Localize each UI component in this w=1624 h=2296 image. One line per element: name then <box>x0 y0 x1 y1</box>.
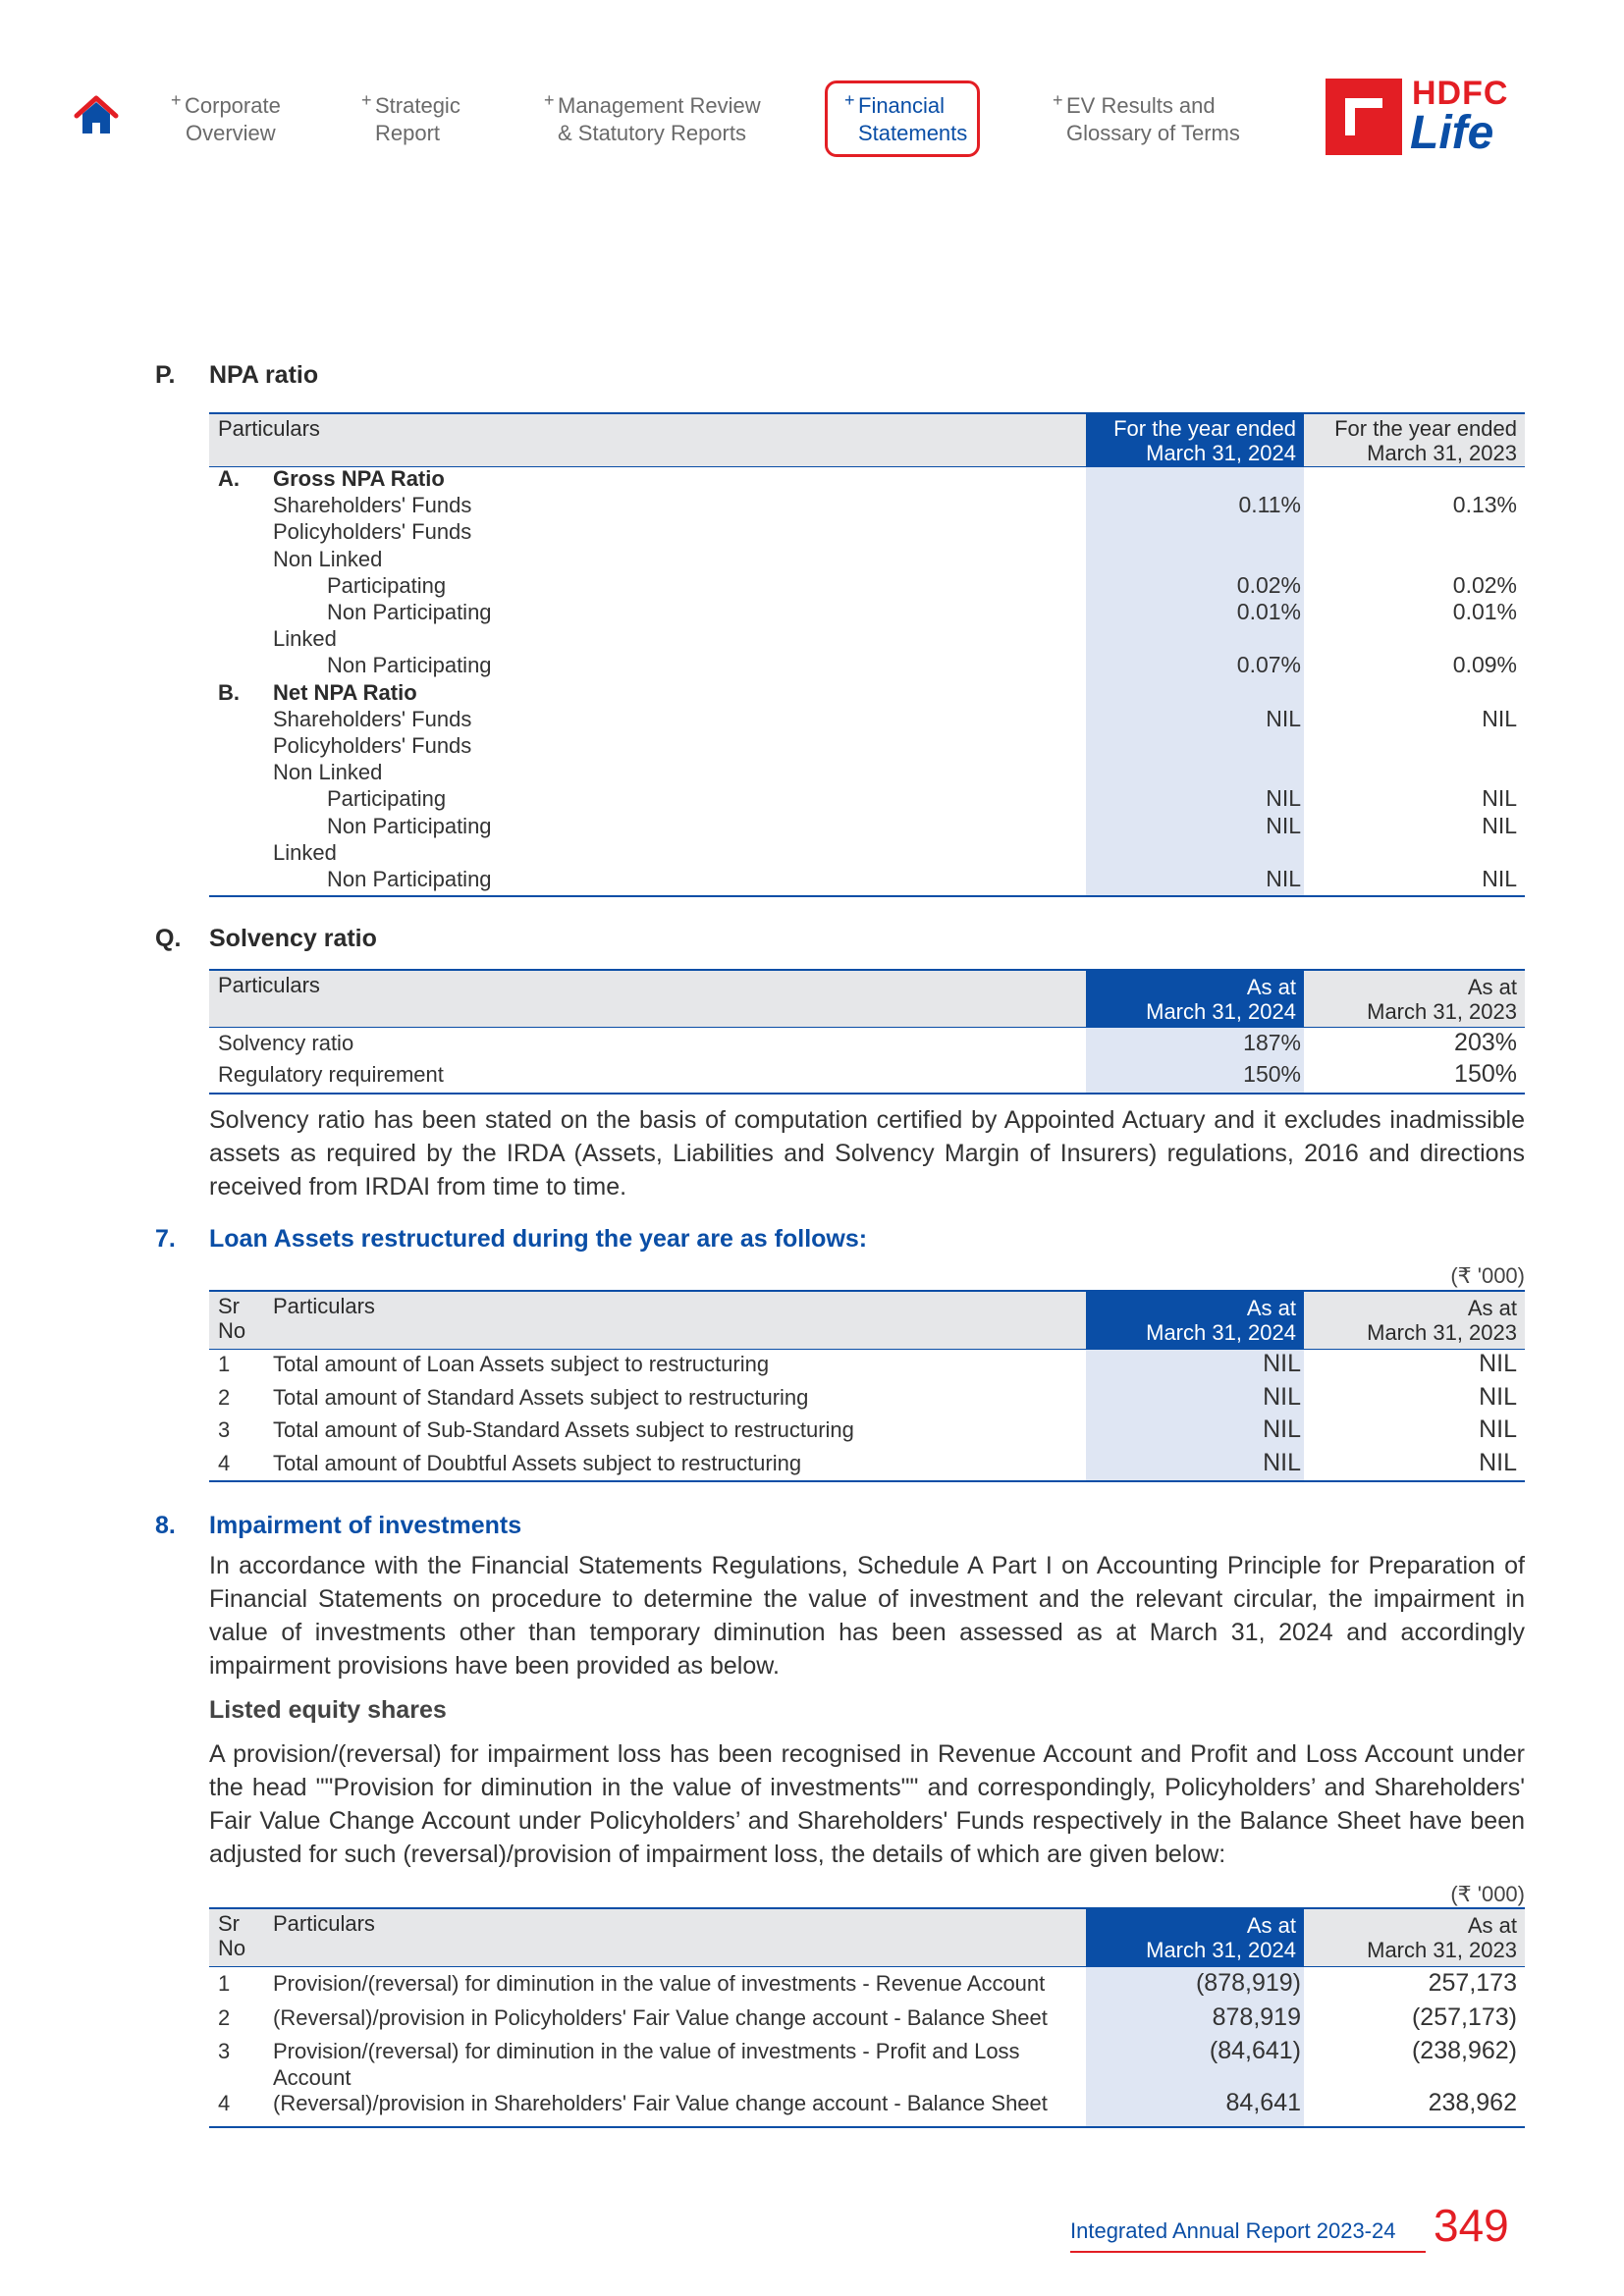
nav-label-line1: Corporate <box>185 93 281 118</box>
row-label: Non Linked <box>273 546 383 571</box>
row-label: (Reversal)/provision in Policyholders' Fair Value change account - Balance Sheet <box>273 2005 1048 2030</box>
row-sr-no: 2 <box>218 1384 231 1410</box>
col-header-particulars: Particulars <box>273 1911 375 1936</box>
row-label: Non Participating <box>327 813 492 838</box>
value-2024: 0.02% <box>1236 571 1301 598</box>
nav-label-line2: & Statutory Reports <box>558 121 746 145</box>
nav-ev-results[interactable] <box>1053 90 1240 147</box>
nav-financial-statements[interactable] <box>844 90 968 147</box>
nav-label-line2: Statements <box>858 121 968 145</box>
row-label: (Reversal)/provision in Shareholders' Fair Value change account - Balance Sheet <box>273 2091 1048 2115</box>
hdfc-life-logo <box>1326 77 1512 159</box>
value-2024: (84,641) <box>1209 2037 1301 2064</box>
value-2023: (257,173) <box>1411 2003 1517 2031</box>
solvency-ratio-table <box>209 969 1525 1095</box>
value-2024: 187% <box>1243 1030 1301 1055</box>
home-icon[interactable] <box>73 94 120 137</box>
impairment-detail-paragraph: A provision/(reversal) for impairment loss has been recognised in Revenue Account and Profit and Loss Account under the head ""Provision for diminution in the value of investments"" and correspondingly, Policyholders’ and Shareholders' Fair Value Change Account under Policyholders’ and Shareholders' Funds respectively in the Balance Sheet have been adjusted for such (reversal)/provision of impairment loss, the details of which are given below: <box>209 1740 1525 1868</box>
col-header-2023: As at March 31, 2023 <box>1367 1913 1517 1962</box>
footer-underline <box>1070 2251 1426 2253</box>
subheading-listed-equity: Listed equity shares <box>209 1696 447 1724</box>
value-2024: NIL <box>1266 785 1301 812</box>
plus-icon: + <box>171 90 182 110</box>
npa-ratio-table <box>209 412 1525 897</box>
row-label: Shareholders' Funds <box>273 493 472 518</box>
section-title: Impairment of investments <box>209 1512 522 1539</box>
col-header-2023: As at March 31, 2023 <box>1367 975 1517 1024</box>
row-label: Total amount of Loan Assets subject to restructuring <box>273 1352 770 1376</box>
plus-icon: + <box>361 90 372 110</box>
nav-label-line1: Strategic <box>375 93 460 118</box>
value-2024: NIL <box>1266 812 1301 838</box>
row-label: Non Linked <box>273 760 383 785</box>
row-label: Shareholders' Funds <box>273 706 472 731</box>
row-label: Solvency ratio <box>218 1031 354 1055</box>
row-label: Non Participating <box>327 600 492 624</box>
value-2024: NIL <box>1263 1415 1301 1443</box>
row-label: Total amount of Sub-Standard Assets subject to restructuring <box>273 1417 854 1442</box>
row-sr-no: 4 <box>218 1450 231 1475</box>
value-2023: NIL <box>1482 705 1517 731</box>
section-number: 7. <box>155 1225 176 1253</box>
value-2024: NIL <box>1266 705 1301 731</box>
footer-report-title: Integrated Annual Report 2023-24 <box>1070 2218 1396 2243</box>
row-letter: B. <box>218 679 240 705</box>
solvency-note: Solvency ratio has been stated on the basis of computation certified by Appointed Actuary and it excludes inadmissible assets as required by the IRDA (Assets, Liabilities and Solvency Margin of Insurers) regulations, 2016 and directions received from IRDAI from time to time. <box>209 1106 1525 1201</box>
value-2024: NIL <box>1263 1448 1301 1476</box>
row-sr-no: 1 <box>218 1352 231 1376</box>
unit-label: (₹ '000) <box>1450 1263 1525 1288</box>
value-2023: NIL <box>1479 1382 1517 1411</box>
col-header-2023: For the year ended March 31, 2023 <box>1334 416 1517 465</box>
value-2024: (878,919) <box>1195 1969 1301 1997</box>
row-label-continued: Account <box>273 2065 352 2090</box>
value-2023: NIL <box>1479 1415 1517 1443</box>
row-label: Non Participating <box>327 653 492 678</box>
nav-label-line2: Glossary of Terms <box>1066 121 1240 145</box>
value-2023: 0.01% <box>1452 599 1517 624</box>
value-2023: NIL <box>1479 1448 1517 1476</box>
value-2024: 150% <box>1243 1061 1301 1087</box>
col-header-2024: For the year ended March 31, 2024 <box>1113 416 1296 465</box>
col-header-2023: As at March 31, 2023 <box>1367 1296 1517 1345</box>
col-header-particulars: Particulars <box>218 973 320 997</box>
row-label: Non Participating <box>327 867 492 891</box>
logo-text-life: Life <box>1410 107 1494 159</box>
row-label: Linked <box>273 626 337 652</box>
row-sr-no: 3 <box>218 2039 231 2063</box>
row-label: Provision/(reversal) for diminution in the value of investments - Revenue Account <box>273 1971 1046 1996</box>
nav-management-review[interactable] <box>544 90 761 147</box>
value-2024: 878,919 <box>1212 2003 1301 2031</box>
value-2024: NIL <box>1266 866 1301 891</box>
value-2024: 0.11% <box>1238 492 1301 518</box>
row-sr-no: 4 <box>218 2091 231 2115</box>
nav-label-line1: EV Results and <box>1066 93 1216 118</box>
row-label: Regulatory requirement <box>218 1062 444 1087</box>
row-label: Provision/(reversal) for diminution in the value of investments - Profit and Loss <box>273 2039 1020 2063</box>
section-number: P. <box>155 361 176 389</box>
row-label: Participating <box>327 572 447 598</box>
value-2023: NIL <box>1482 785 1517 812</box>
value-2023: 0.02% <box>1452 571 1517 598</box>
col-header-particulars: Particulars <box>273 1294 375 1318</box>
logo-mark <box>1326 79 1402 155</box>
plus-icon: + <box>844 90 855 110</box>
row-letter: A. <box>218 466 240 491</box>
section-title: Solvency ratio <box>209 925 377 952</box>
logo-text-hdfc: HDFC <box>1412 75 1509 112</box>
col-header-2024: As at March 31, 2024 <box>1146 1296 1296 1345</box>
col-header-sr-no: Sr No <box>218 1911 246 1960</box>
row-label: Policyholders' Funds <box>273 519 472 545</box>
row-label: Participating <box>327 786 447 812</box>
col-header-2024: As at March 31, 2024 <box>1146 975 1296 1024</box>
value-2024: 84,641 <box>1225 2089 1301 2116</box>
impairment-table <box>209 1907 1525 2128</box>
row-label: Net NPA Ratio <box>273 679 417 705</box>
section-number: 8. <box>155 1512 176 1539</box>
row-label: Total amount of Standard Assets subject to restructuring <box>273 1384 809 1410</box>
row-sr-no: 3 <box>218 1417 231 1442</box>
section-number: Q. <box>155 925 182 952</box>
nav-label-line1: Financial <box>858 93 946 118</box>
value-2023: 203% <box>1454 1029 1517 1056</box>
row-label: Policyholders' Funds <box>273 733 472 758</box>
value-2023: 257,173 <box>1428 1969 1517 1997</box>
nav-label-line2: Overview <box>186 121 276 145</box>
value-2024: 0.01% <box>1236 599 1301 624</box>
col-header-particulars: Particulars <box>218 416 320 441</box>
impairment-paragraph: In accordance with the Financial Statements Regulations, Schedule A Part I on Accounting Principle for Preparation of Financial Statements on procedure to determine the value of investment and the relevant circular, the impairment in value of investments other than temporary diminution has been assessed as at March 31, 2024 and accordingly impairment provisions have been provided as below. <box>209 1552 1525 1680</box>
value-2023: NIL <box>1482 866 1517 891</box>
col-header-sr-no: Sr No <box>218 1294 246 1343</box>
nav-label-line1: Management Review <box>558 93 761 118</box>
nav-corporate-overview[interactable] <box>171 90 281 147</box>
row-label: Linked <box>273 839 337 865</box>
col-header-2024: As at March 31, 2024 <box>1146 1913 1296 1962</box>
row-label: Total amount of Doubtful Assets subject to restructuring <box>273 1450 802 1475</box>
value-2024: NIL <box>1263 1382 1301 1411</box>
value-2023: 238,962 <box>1428 2089 1517 2116</box>
section-title: NPA ratio <box>209 361 319 389</box>
value-2023: 150% <box>1454 1060 1517 1088</box>
plus-icon: + <box>1053 90 1063 110</box>
value-2023: NIL <box>1479 1350 1517 1377</box>
plus-icon: + <box>544 90 555 110</box>
value-2024: NIL <box>1263 1350 1301 1377</box>
value-2023: NIL <box>1482 812 1517 838</box>
value-2023: (238,962) <box>1411 2037 1517 2064</box>
nav-strategic-report[interactable] <box>361 90 460 147</box>
loan-assets-table <box>209 1290 1525 1482</box>
section-title: Loan Assets restructured during the year are as follows: <box>209 1225 868 1253</box>
value-2024: 0.07% <box>1236 652 1301 678</box>
value-2023: 0.13% <box>1452 492 1517 518</box>
row-sr-no: 2 <box>218 2005 231 2030</box>
unit-label: (₹ '000) <box>1450 1882 1525 1906</box>
page-number: 349 <box>1434 2200 1509 2251</box>
row-sr-no: 1 <box>218 1971 231 1996</box>
nav-label-line2: Report <box>375 121 441 145</box>
value-2023: 0.09% <box>1452 652 1517 678</box>
row-label: Gross NPA Ratio <box>273 466 445 491</box>
